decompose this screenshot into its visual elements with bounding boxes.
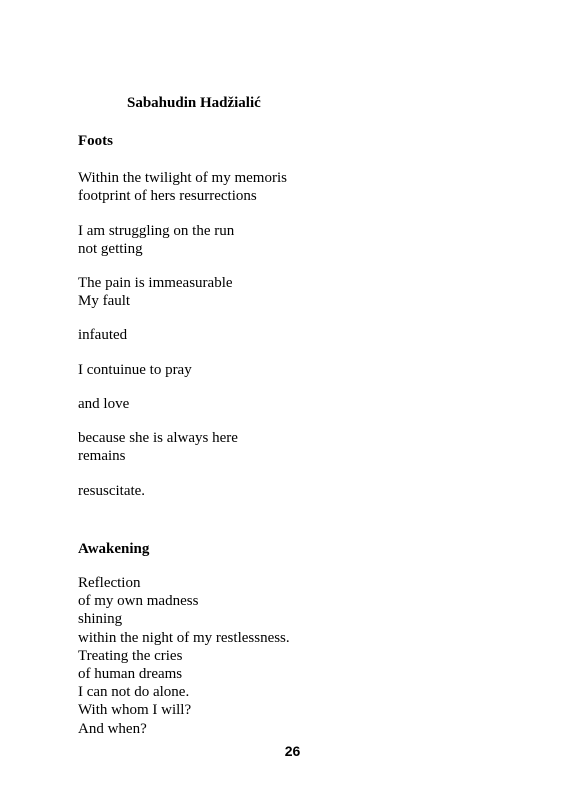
poem-line: The pain is immeasurable xyxy=(78,275,233,291)
author-name: Sabahudin Hadžialić xyxy=(127,95,261,111)
poem-line: remains xyxy=(78,448,126,465)
poem-line: not getting xyxy=(78,241,143,258)
poem-line: Reflection xyxy=(78,575,141,591)
poem-line: With whom I will? xyxy=(78,702,192,719)
poem-line: Treating the cries xyxy=(78,647,183,664)
stanza xyxy=(78,169,287,205)
stanza xyxy=(78,429,238,465)
poem-line: infauted xyxy=(78,327,128,343)
stanza xyxy=(78,326,127,344)
stanza xyxy=(78,482,145,500)
poem-line: I am struggling on the run xyxy=(78,223,235,239)
poem-line: My fault xyxy=(78,293,131,310)
stanza xyxy=(78,574,290,738)
poem-title-foots: Foots xyxy=(78,133,113,149)
poem-line: Within the twilight of my memoris xyxy=(78,170,287,186)
poem-line: of my own madness xyxy=(78,593,199,610)
poem-line: and love xyxy=(78,396,130,412)
page-number: 26 xyxy=(284,743,301,759)
stanza xyxy=(78,361,192,379)
poem-line: I contuinue to pray xyxy=(78,362,192,378)
poem-line: of human dreams xyxy=(78,666,183,683)
poem-line: I can not do alone. xyxy=(78,684,190,701)
poem-title-awakening: Awakening xyxy=(78,541,150,557)
poem-line: resuscitate. xyxy=(78,483,146,499)
poem-line: footprint of hers resurrections xyxy=(78,188,257,205)
poem-line: shining xyxy=(78,611,123,628)
stanza xyxy=(78,395,129,413)
stanza xyxy=(78,222,234,258)
poem-line: within the night of my restlessness. xyxy=(78,629,290,646)
poem-line: And when? xyxy=(78,720,147,737)
poem-line: because she is always here xyxy=(78,430,238,446)
stanza xyxy=(78,274,233,310)
